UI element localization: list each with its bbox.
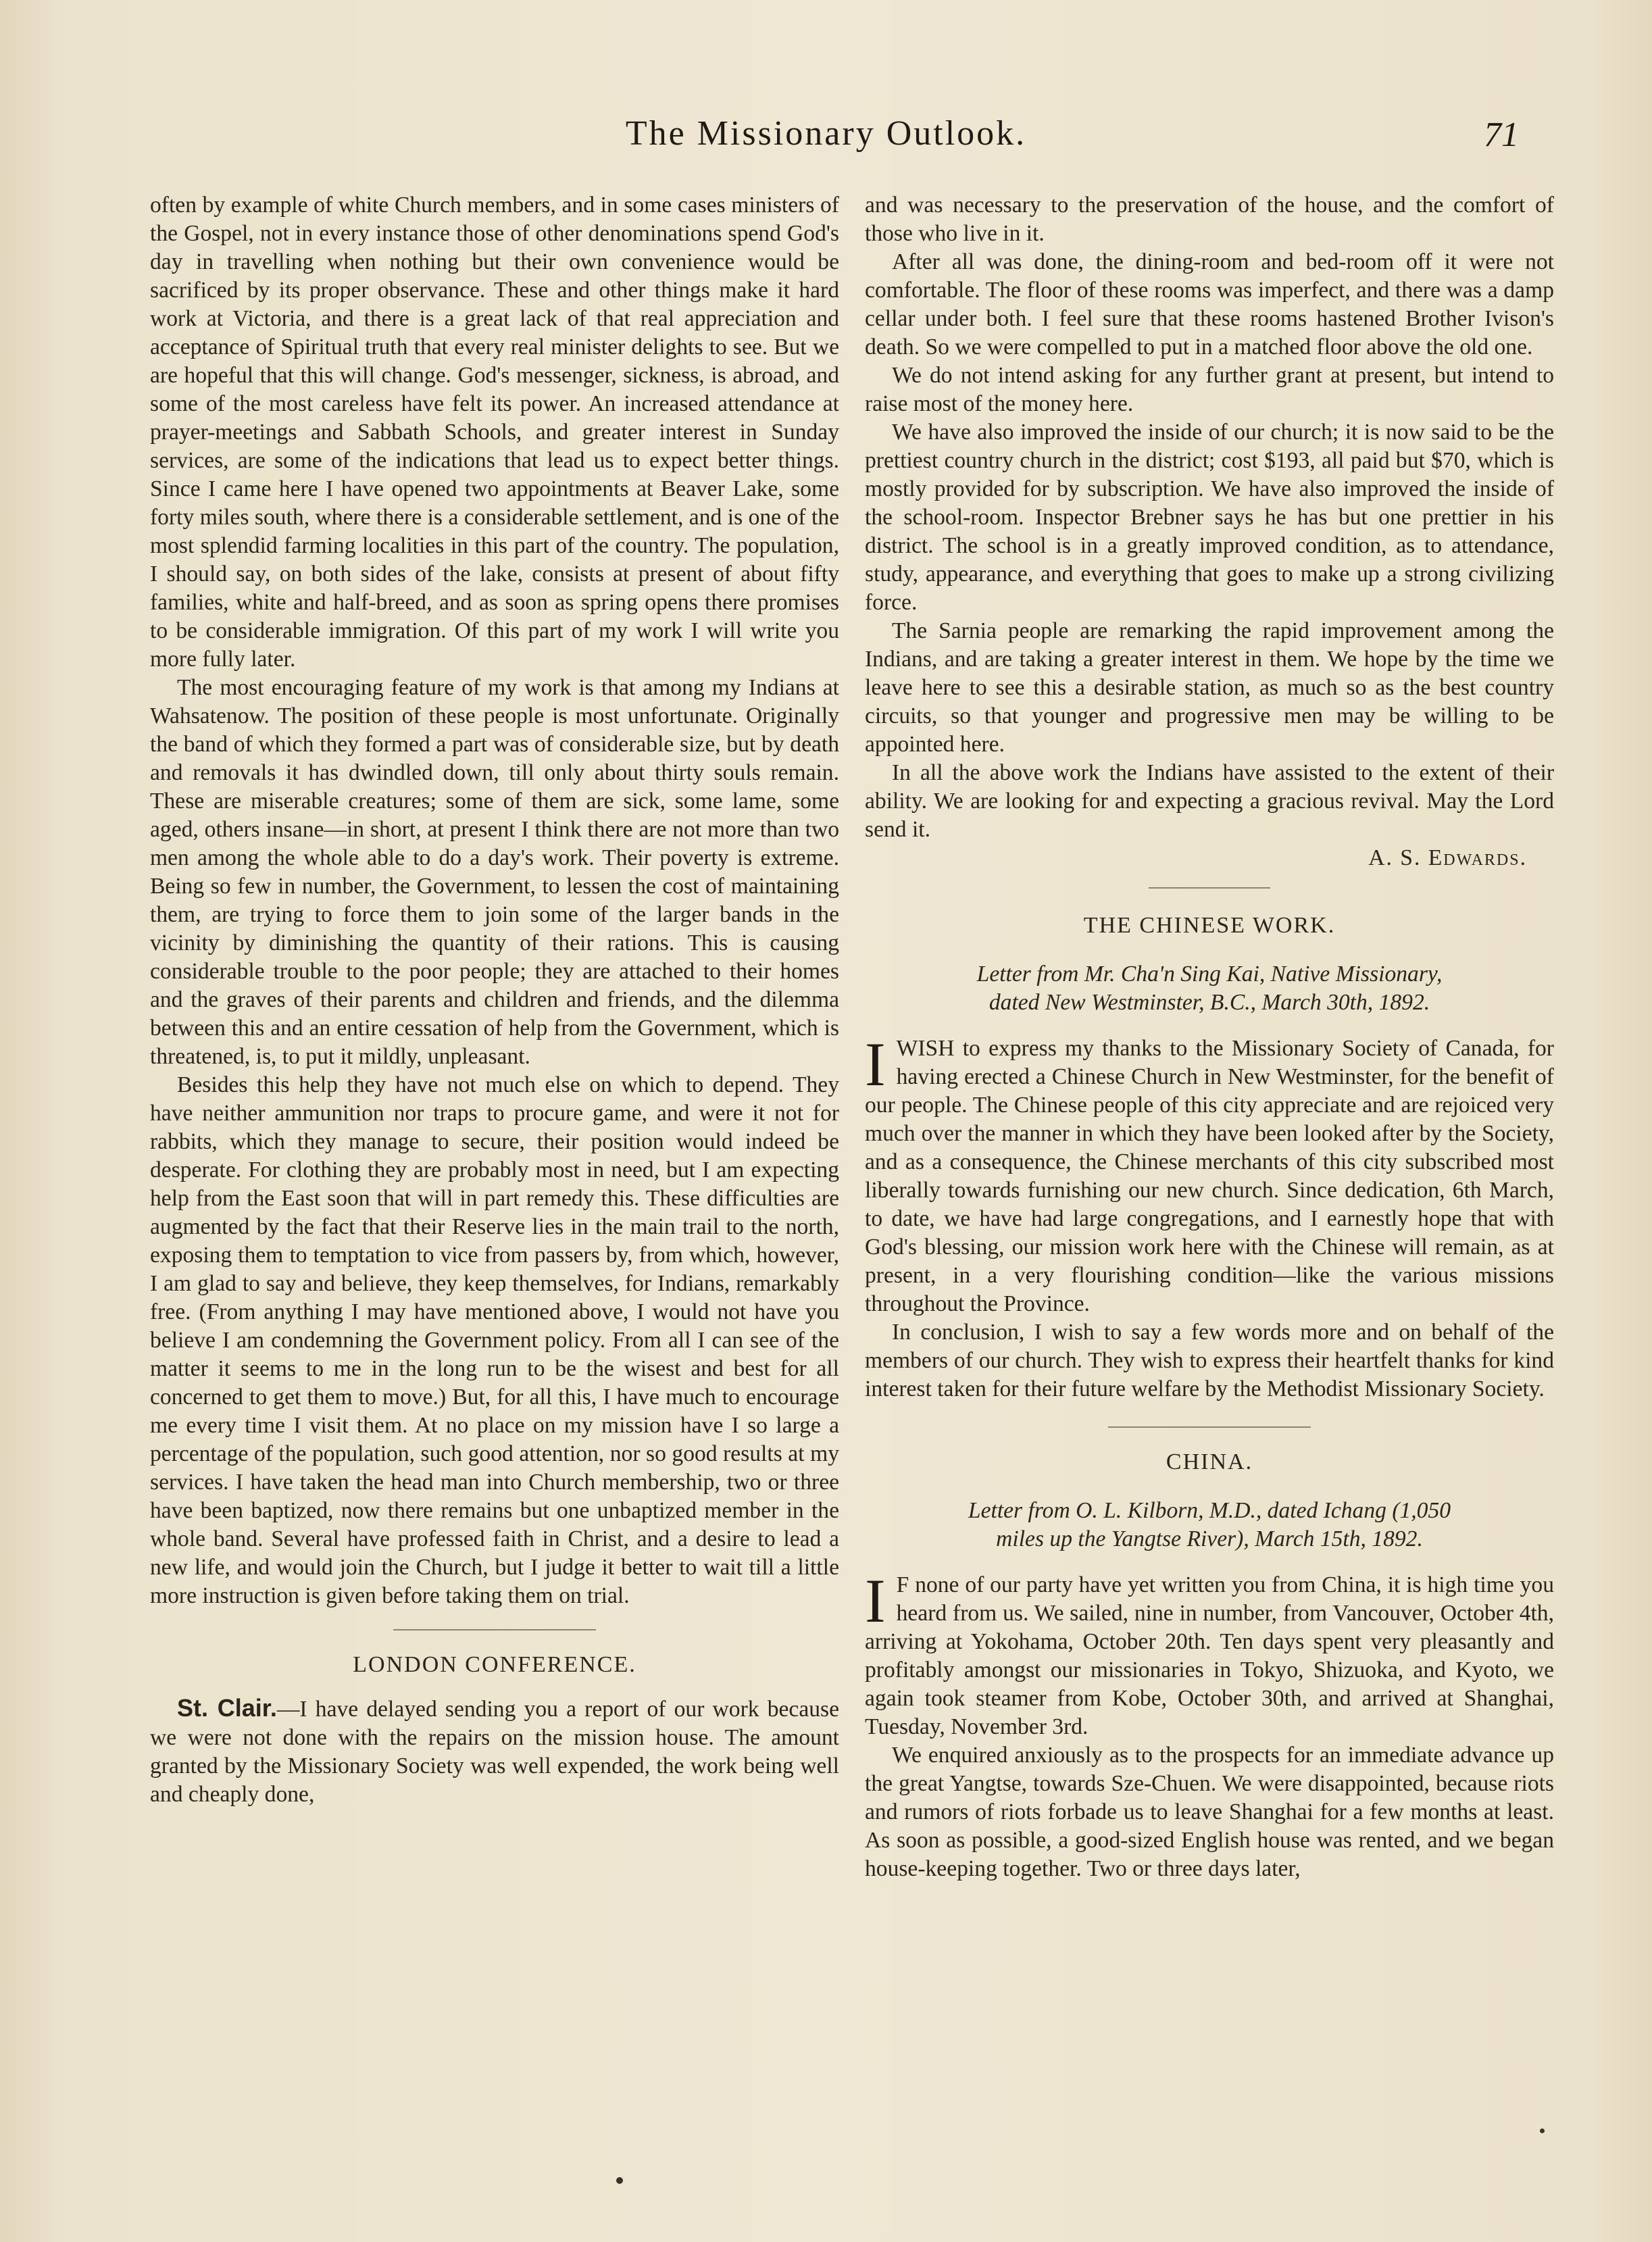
paragraph: The most encouraging feature of my work is that among my Indians at Wahsatenow. The position of these people is most unfortunate. Originally the band of which they formed a part was of considerable size, but by death and removals it has dwindled down, till only about thirty souls remain. These are miserable creatures; some of them are sick, some lame, some aged, others insane—in short, at present I think there are not more than two men among the whole able to do a day's work. Their poverty is extreme. Being so few in number, the Government, to lessen the cost of maintaining them, are trying to force them to join some of the larger bands in the vicinity by diminishing the quantity of their rations. This is causing considerable trouble to the poor people; they are attached to their homes and the graves of their parents and children and friends, and the dilemma between this and an entire cessation of help from the Government, which is threatened, is, to put it mildly, unpleasant.: [150, 675, 839, 1069]
section-heading: CHINA.: [1166, 1449, 1253, 1474]
section-heading: LONDON CONFERENCE.: [353, 1652, 636, 1677]
paragraph: —I have delayed sending you a report of our work because we were not done with the repairs on the mission house. The amount granted by the Missionary Society was well expended, the work being well and cheaply done,: [150, 1697, 839, 1807]
paragraph: We do not intend asking for any further grant at present, but intend to raise most of the money here.: [865, 363, 1554, 416]
paragraph: Besides this help they have not much else on which to depend. They have neither ammunition nor traps to procure game, and were it not for rabbits, which they manage to secure, their position would indeed be desperate. For clothing they are probably most in need, but I am expecting help from the East soon that will in part remedy this. These difficulties are augmented by the fact that their Reserve lies in the main trail to the north, exposing them to temptation to vice from passers by, from which, however, I am glad to say and believe, they keep themselves, for Indians, remarkably free. (From anything I may have mentioned above, I would not have you believe I am condemning the Government policy. From all I can see of the matter it seems to me in the long run to be the wisest and best for all concerned to get them to move.) But, for all this, I have much to encourage me every time I visit them. At no place on my mission have I so large a percentage of the population, such good attention, nor so good results at my services. I have taken the head man into Church membership, two or three have been baptized, now there remains but one unbaptized member in the whole band. Several have professed faith in Christ, and a desire to lead a new life, and would join the Church, but I judge it better to wait till a little more instruction is given before taking them on trial.: [150, 1072, 839, 1608]
paragraph: After all was done, the dining-room and bed-room off it were not comfortable. The floor of these rooms was imperfect, and there was a damp cellar under both. I feel sure that these rooms hastened Brother Ivison's death. So we were compelled to put in a matched floor above the old one.: [865, 249, 1554, 359]
paragraph: The Sarnia people are remarking the rapid improvement among the Indians, and are taking a greater interest in them. We hope by the time we leave here to see this a desirable station, as much so as the best country circuits, so that younger and progressive men may be willing to be appointed here.: [865, 618, 1554, 757]
letter-heading: dated New Westminster, B.C., March 30th, 1892.: [988, 990, 1430, 1015]
page-number: 71: [1484, 116, 1519, 154]
divider: [393, 1629, 596, 1630]
ink-mark: [1540, 2128, 1545, 2133]
letter-heading: Letter from Mr. Cha'n Sing Kai, Native Missionary,: [976, 962, 1443, 987]
paragraph: In all the above work the Indians have assisted to the extent of their ability. We are looking for and expecting a gracious revival. May the Lord send it.: [865, 760, 1554, 842]
signature: A. S. Edwards.: [1368, 845, 1527, 870]
lead-in: St. Clair.: [177, 1694, 277, 1722]
paragraph: and was necessary to the preservation of the house, and the comfort of those who live in it.: [865, 193, 1554, 246]
drop-cap: I: [865, 1030, 886, 1099]
drop-cap: I: [865, 1566, 886, 1635]
paragraph: often by example of white Church members, and in some cases ministers of the Gospel, not in every instance those of other denominations spend God's day in travelling when nothing but their own convenience would be sacrificed by its proper observance. These and other things make it hard work at Victoria, and there is a great lack of that real appreciation and acceptance of Spiritual truth that every real minister delights to see. But we are hopeful that this will change. God's messenger, sickness, is abroad, and some of the most careless have felt its power. An increased attendance at prayer-meetings and Sabbath Schools, and greater interest in Sunday services, are some of the indications that lead us to expect better things. Since I came here I have opened two appointments at Beaver Lake, some forty miles south, where there is a considerable settlement, and is one of the most splendid farming localities in this part of the country. The population, I should say, on both sides of the lake, consists at present of about fifty families, white and half-breed, and as soon as spring opens there promises to be considerable immigration. Of this part of my work I will write you more fully later.: [150, 193, 839, 672]
left-column: [150, 191, 839, 1809]
section-heading: THE CHINESE WORK.: [1083, 913, 1336, 938]
masthead: The Missionary Outlook.: [625, 114, 1027, 153]
paragraph: We have also improved the inside of our church; it is now said to be the prettiest country church in the district; cost $193, all paid but $70, which is mostly provided for by subscription. We have also improved the inside of the school-room. Inspector Brebner says he has but one prettier in his district. The school is in a greatly improved condition, as to attendance, study, appearance, and everything that goes to make up a strong civilizing force.: [865, 420, 1554, 615]
paragraph: In conclusion, I wish to say a few words more and on behalf of the members of our church. They wish to express their heartfelt thanks for kind interest taken for their future welfare by the Methodist Missionary Society.: [865, 1320, 1554, 1401]
right-column: [865, 191, 1554, 1883]
paragraph: WISH to express my thanks to the Missionary Society of Canada, for having erected a Chinese Church in New Westminster, for the benefit of our people. The Chinese people of this city appreciate and are rejoiced very much over the manner in which they have been looked after by the Society, and as a consequence, the Chinese merchants of this city subscribed most liberally towards furnishing our new church. Since dedication, 6th March, to date, we have had large congregations, and I earnestly hope that with God's blessing, our mission work here with the Chinese will remain, as at present, in a very flourishing condition—like the various missions throughout the Province.: [865, 1036, 1554, 1316]
divider: [1108, 1426, 1311, 1428]
paragraph: We enquired anxiously as to the prospects for an immediate advance up the great Yangtse, towards Sze-Chuen. We were disappointed, because riots and rumors of riots forbade us to leave Shanghai for a few months at least. As soon as possible, a good-sized English house was rented, and we began house-keeping together. Two or three days later,: [865, 1743, 1554, 1881]
letter-heading: miles up the Yangtse River), March 15th, 1892.: [996, 1526, 1423, 1551]
letter-heading: Letter from O. L. Kilborn, M.D., dated Ichang (1,050: [968, 1498, 1451, 1523]
divider: [1149, 887, 1270, 889]
ink-mark: [616, 2177, 623, 2184]
paragraph: F none of our party have yet written you from China, it is high time you heard from us. We sailed, nine in number, from Vancouver, October 4th, arriving at Yokohama, October 20th. Ten days spent very pleasantly and profitably amongst our missionaries in Tokyo, Shizuoka, and Kyoto, we again took steamer from Kobe, October 30th, and arrived at Shanghai, Tuesday, November 3rd.: [865, 1572, 1554, 1739]
